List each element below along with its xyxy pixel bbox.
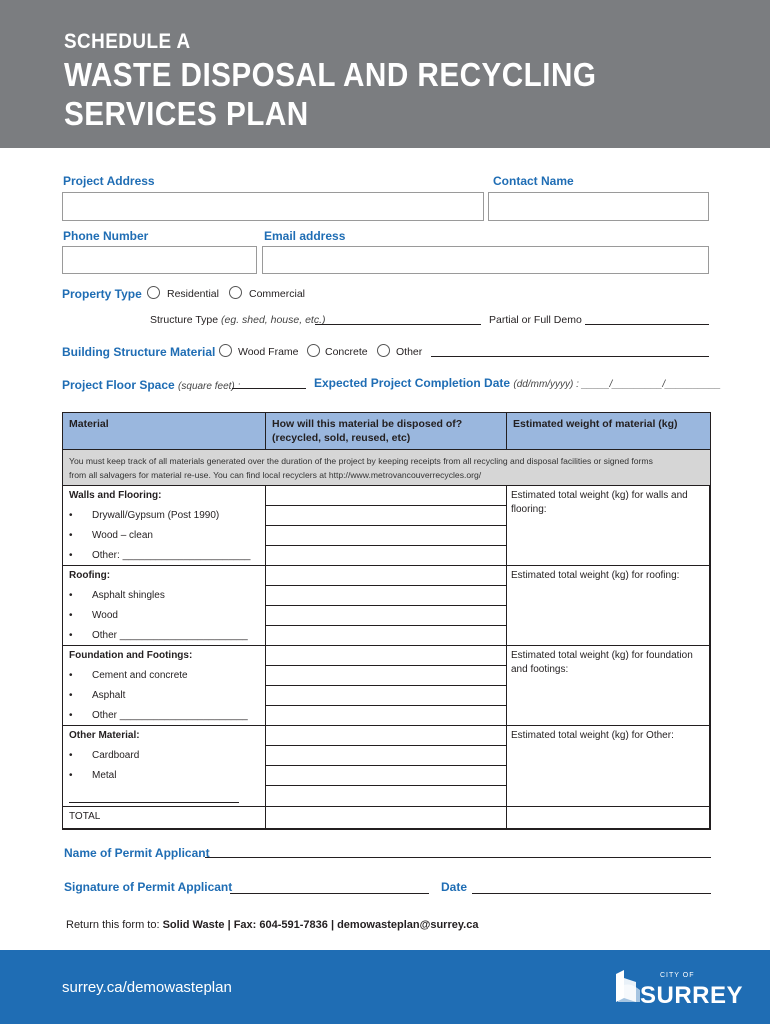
other-header-disposal-cell[interactable] [265, 725, 507, 746]
foundation-asphalt-disposal-input[interactable] [265, 685, 507, 706]
project-floor-space-text: Project Floor Space [62, 378, 175, 392]
total-label: TOTAL [69, 811, 101, 822]
project-address-label: Project Address [63, 174, 155, 188]
total-disposal-cell[interactable] [265, 806, 507, 830]
roofing-weight-cell[interactable] [506, 565, 711, 646]
roofing-header-disposal-cell[interactable] [265, 565, 507, 586]
schedule-label: SCHEDULE A [64, 30, 191, 53]
expected-completion-text: Expected Project Completion Date [314, 376, 511, 390]
project-floor-space-label [62, 378, 240, 392]
other-weight-label: Estimated total weight (kg) for Other: [511, 730, 674, 741]
email-address-field[interactable] [262, 246, 709, 274]
material-header-text: Material [69, 418, 109, 430]
wood-frame-radio[interactable] [219, 344, 232, 357]
roofing-item-1-text: Asphalt shingles [92, 590, 165, 601]
concrete-option-label: Concrete [325, 346, 368, 358]
partial-full-demo-input-line[interactable] [585, 324, 709, 325]
applicant-name-input-line[interactable] [205, 857, 711, 858]
walls-title: Walls and Flooring: [69, 490, 162, 501]
roofing-item-2: • Wood [69, 610, 118, 621]
roofing-item-2-text: Wood [92, 610, 118, 621]
contact-name-label: Contact Name [493, 174, 574, 188]
date-label: Date [441, 880, 468, 894]
date-input-line[interactable] [472, 893, 711, 894]
building-structure-material-label: Building Structure Material [62, 345, 216, 359]
wood-clean-disposal-input[interactable] [265, 525, 507, 546]
walls-item-3-text: Other: _______________________ [92, 550, 251, 561]
structure-type-label [150, 314, 326, 326]
return-details: Solid Waste | Fax: 604-591-7836 | demowasteplan@surrey.ca [162, 919, 479, 931]
walls-item-1: • Drywall/Gypsum (Post 1990) [69, 510, 220, 521]
other-extra-disposal-input[interactable] [265, 785, 507, 807]
return-prefix: Return this form to: [66, 919, 163, 931]
other-option-label: Other [396, 346, 423, 358]
logo-city-of: CITY OF [660, 972, 695, 979]
structure-type-hint: (eg. shed, house, etc.) [221, 314, 326, 326]
foundation-item-1: • Cement and concrete [69, 670, 188, 681]
floor-space-hint: (square feet) : [178, 381, 241, 392]
cement-disposal-input[interactable] [265, 665, 507, 686]
residential-radio[interactable] [147, 286, 160, 299]
phone-number-field[interactable] [62, 246, 257, 274]
walls-item-2-text: Wood – clean [92, 530, 153, 541]
applicant-signature-input-line[interactable] [230, 893, 429, 894]
floor-space-input-line[interactable] [232, 388, 306, 389]
applicant-name-label: Name of Permit Applicant [64, 846, 210, 860]
foundation-item-2-text: Asphalt [92, 690, 126, 701]
foundation-item-2: • Asphalt [69, 690, 126, 701]
drywall-disposal-input[interactable] [265, 505, 507, 526]
roofing-wood-disposal-input[interactable] [265, 605, 507, 626]
table-header-disposal [265, 412, 507, 450]
walls-other-disposal-input[interactable] [265, 545, 507, 566]
table-header-weight [506, 412, 711, 450]
phone-number-label: Phone Number [63, 229, 149, 243]
foundation-weight-label: Estimated total weight (kg) for foundation and footings: [511, 650, 693, 675]
foundation-item-3-text: Other _______________________ [92, 710, 248, 721]
other-item-2-text: Metal [92, 770, 117, 781]
foundation-item-3: • Other _______________________ [69, 710, 248, 721]
other-material-radio[interactable] [377, 344, 390, 357]
logo-surrey: SURREY [640, 982, 744, 1009]
roofing-item-1: • Asphalt shingles [69, 590, 165, 601]
roofing-item-3: • Other _______________________ [69, 630, 248, 641]
email-address-label: Email address [264, 229, 346, 243]
commercial-radio[interactable] [229, 286, 242, 299]
roofing-other-disposal-input[interactable] [265, 625, 507, 646]
other-item-1: • Cardboard [69, 750, 140, 761]
walls-weight-cell[interactable] [506, 485, 711, 566]
roofing-weight-label: Estimated total weight (kg) for roofing: [511, 570, 680, 581]
concrete-radio[interactable] [307, 344, 320, 357]
wood-frame-option-label: Wood Frame [238, 346, 299, 358]
note-line-1: You must keep track of all materials generated over the duration of the project by keeping receipts from all recycling and disposal facilities or signed forms [69, 456, 653, 466]
total-weight-cell[interactable] [506, 806, 711, 830]
walls-weight-label: Estimated total weight (kg) for walls and flooring: [511, 490, 688, 515]
asphalt-shingles-disposal-input[interactable] [265, 585, 507, 606]
walls-item-3: • Other: _______________________ [69, 550, 251, 561]
expected-completion-label [314, 376, 721, 390]
residential-option-label: Residential [167, 288, 219, 300]
foundation-title: Foundation and Footings: [69, 650, 193, 661]
other-material-title: Other Material: [69, 730, 140, 741]
walls-item-2: • Wood – clean [69, 530, 153, 541]
other-material-input-line[interactable] [431, 356, 709, 357]
metal-disposal-input[interactable] [265, 765, 507, 786]
foundation-other-disposal-input[interactable] [265, 705, 507, 726]
completion-date-input[interactable]: (dd/mm/yyyy) : _____/_________/__________ [513, 379, 721, 390]
commercial-option-label: Commercial [249, 288, 306, 300]
materials-table [62, 412, 710, 829]
walls-header-disposal-cell[interactable] [265, 485, 507, 506]
disposal-header-line-1: How will this material be disposed of? [272, 418, 463, 430]
return-instructions [66, 919, 478, 931]
roofing-item-3-text: Other _______________________ [92, 630, 248, 641]
weight-header-text: Estimated weight of material (kg) [513, 418, 678, 430]
roofing-title: Roofing: [69, 570, 111, 581]
other-material-write-in-line[interactable] [69, 802, 239, 803]
property-type-label: Property Type [62, 287, 142, 301]
table-note [62, 449, 711, 486]
foundation-item-1-text: Cement and concrete [92, 670, 188, 681]
structure-type-input-line[interactable] [315, 324, 481, 325]
other-item-2: • Metal [69, 770, 117, 781]
cardboard-disposal-input[interactable] [265, 745, 507, 766]
project-address-field[interactable] [62, 192, 484, 221]
note-line-2: from all salvagers for material re-use. You can find local recyclers at http://www.metrovancouverrecycles.org/ [69, 470, 482, 480]
other-item-1-text: Cardboard [92, 750, 140, 761]
structure-type-text: Structure Type [150, 314, 219, 326]
form-title-line-1: WASTE DISPOSAL AND RECYCLING [64, 56, 597, 93]
footer-url[interactable]: surrey.ca/demowasteplan [62, 979, 232, 996]
partial-full-demo-label: Partial or Full Demo [489, 314, 582, 326]
form-title-line-2: SERVICES PLAN [64, 95, 309, 132]
foundation-weight-cell[interactable] [506, 645, 711, 726]
foundation-header-disposal-cell[interactable] [265, 645, 507, 666]
disposal-header-line-2: (recycled, sold, reused, etc) [272, 432, 411, 444]
other-weight-cell[interactable] [506, 725, 711, 807]
applicant-signature-label: Signature of Permit Applicant [64, 880, 233, 894]
walls-item-1-text: Drywall/Gypsum (Post 1990) [92, 510, 220, 521]
contact-name-field[interactable] [488, 192, 709, 221]
table-header-material [62, 412, 266, 450]
